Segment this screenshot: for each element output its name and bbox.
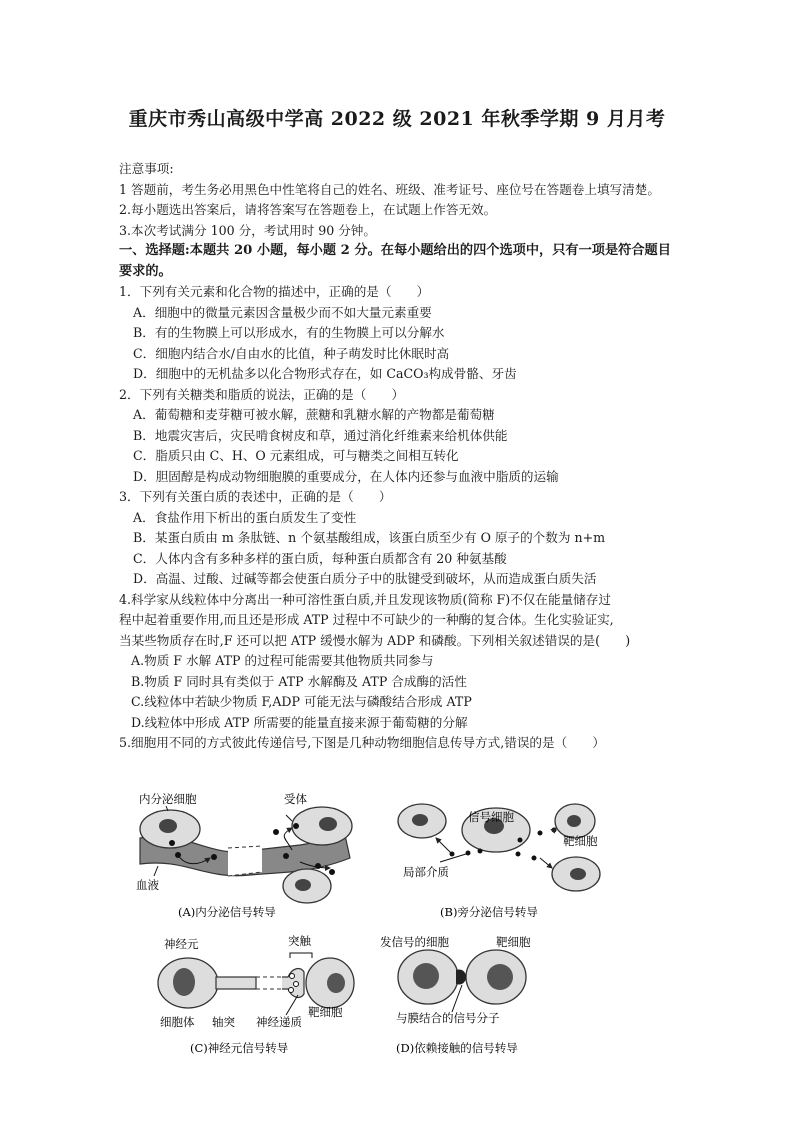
caption-c: (C)神经元信号转导	[190, 1041, 289, 1055]
notice-item-1: 1 答题前，考生务必用黑色中性笔将自己的姓名、班级、准考证号、座位号在答题卷上填写清楚。	[119, 181, 660, 197]
caption-a: (A)内分泌信号转导	[178, 905, 276, 919]
label-endocrine-cell: 内分泌细胞	[139, 792, 197, 806]
label-signal-cell: 信号细胞	[468, 810, 514, 824]
label-local-medium: 局部介质	[403, 865, 449, 879]
question-1-stem: 1．下列有关元素和化合物的描述中，正确的是（ ）	[119, 284, 430, 299]
question-4-stem-line-3: 当某些物质存在时,F 还可以把 ATP 缓慢水解为 ADP 和磷酸。下列相关叙述错误的是( )	[119, 632, 631, 648]
label-synapse: 突触	[288, 934, 311, 948]
label-paracrine-target: 靶细胞	[563, 834, 598, 848]
label-neuron: 神经元	[164, 937, 199, 951]
caption-b: (B)旁分泌信号转导	[440, 905, 538, 919]
question-2-option-c: C．脂质只由 C、H、O 元素组成，可与糖类之间相互转化	[133, 448, 459, 463]
question-1-option-d: D．细胞中的无机盐多以化合物形式存在，如 CaCO₃构成骨骼、牙齿	[133, 366, 517, 381]
label-blood: 血液	[136, 878, 159, 892]
question-2-option-b: B．地震灾害后，灾民啃食树皮和草，通过消化纤维素来给机体供能	[133, 427, 508, 443]
label-contact-target: 靶细胞	[496, 935, 531, 949]
label-neuron-target: 靶细胞	[308, 1005, 343, 1019]
label-neurotransmitter: 神经递质	[256, 1015, 302, 1029]
question-3-option-c: C．人体内含有多种多样的蛋白质，每种蛋白质都含有 20 种氨基酸	[133, 550, 507, 566]
label-receptor: 受体	[284, 792, 307, 806]
question-1-option-a: A．细胞中的微量元素因含量极少而不如大量元素重要	[133, 304, 432, 320]
question-3-stem: 3．下列有关蛋白质的表述中，正确的是（ ）	[119, 489, 392, 504]
notice-heading: 注意事项:	[119, 161, 174, 176]
question-2-stem: 2．下列有关糖类和脂质的说法，正确的是（ ）	[119, 386, 405, 402]
section-heading: 一、选择题:本题共 20 小题，每小题 2 分。在每小题给出的四个选项中，只有一项是符合题目要求的。	[119, 243, 671, 279]
notice-item-3: 3.本次考试满分 100 分，考试用时 90 分钟。	[119, 222, 376, 238]
question-3-option-d: D．高温、过酸、过碱等都会使蛋白质分子中的肽键受到破坏，从而造成蛋白质失活	[133, 571, 597, 586]
label-membrane-molecule: 与膜结合的信号分子	[396, 1011, 500, 1025]
caption-d: (D)依赖接触的信号转导	[396, 1041, 518, 1055]
diagram-c-neuronal	[158, 934, 354, 1055]
question-4-option-b: B.物质 F 同时具有类似于 ATP 水解酶及 ATP 合成酶的活性	[131, 673, 467, 689]
notice-item-2: 2.每小题选出答案后，请将答案写在答题卷上，在试题上作答无效。	[119, 202, 497, 217]
question-3-option-b: B．某蛋白质由 m 条肽链、n 个氨基酸组成，该蛋白质至少有 O 原子的个数为 n+m	[133, 530, 606, 545]
label-sender-cell: 发信号的细胞	[380, 935, 449, 949]
question-5-stem: 5.细胞用不同的方式彼此传递信号,下图是几种动物细胞信息传导方式,错误的是（ ）	[119, 735, 605, 750]
axon	[216, 977, 256, 989]
label-axon: 轴突	[212, 1015, 235, 1029]
page-title: 重庆市秀山高级中学高 2022 级 2021 年秋季学期 9 月月考	[128, 108, 666, 130]
question-1-option-b: B．有的生物膜上可以形成水，有的生物膜上可以分解水	[133, 325, 445, 340]
diagram-d-contact	[380, 935, 531, 1055]
diagram-a-endocrine	[136, 792, 352, 919]
question-4-option-c: C.线粒体中若缺少物质 F,ADP 可能无法与磷酸结合形成 ATP	[131, 694, 472, 709]
diagram-b-paracrine	[398, 804, 600, 919]
label-cell-body: 细胞体	[160, 1015, 195, 1029]
question-4-option-d: D.线粒体中形成 ATP 所需要的能量直接来源于葡萄糖的分解	[131, 714, 468, 730]
question-2-option-d: D．胆固醇是构成动物细胞膜的重要成分，在人体内还参与血液中脂质的运输	[133, 468, 559, 484]
question-2-option-a: A．葡萄糖和麦芽糖可被水解，蔗糖和乳糖水解的产物都是葡萄糖	[133, 407, 495, 422]
question-1-option-c: C．细胞内结合水/自由水的比值，种子萌发时比休眠时高	[133, 345, 450, 361]
question-4-option-a: A.物质 F 水解 ATP 的过程可能需要其他物质共同参与	[131, 653, 434, 668]
question-3-option-a: A．食盐作用下析出的蛋白质发生了变性	[133, 509, 357, 525]
question-4-stem-line-1: 4.科学家从线粒体中分离出一种可溶性蛋白质,并且发现该物质(简称 F)不仅在能量储存过	[119, 591, 611, 607]
question-4-stem-line-2: 程中起着重要作用,而且还是形成 ATP 过程中不可缺少的一种酶的复合体。生化实验证实,	[119, 612, 614, 627]
